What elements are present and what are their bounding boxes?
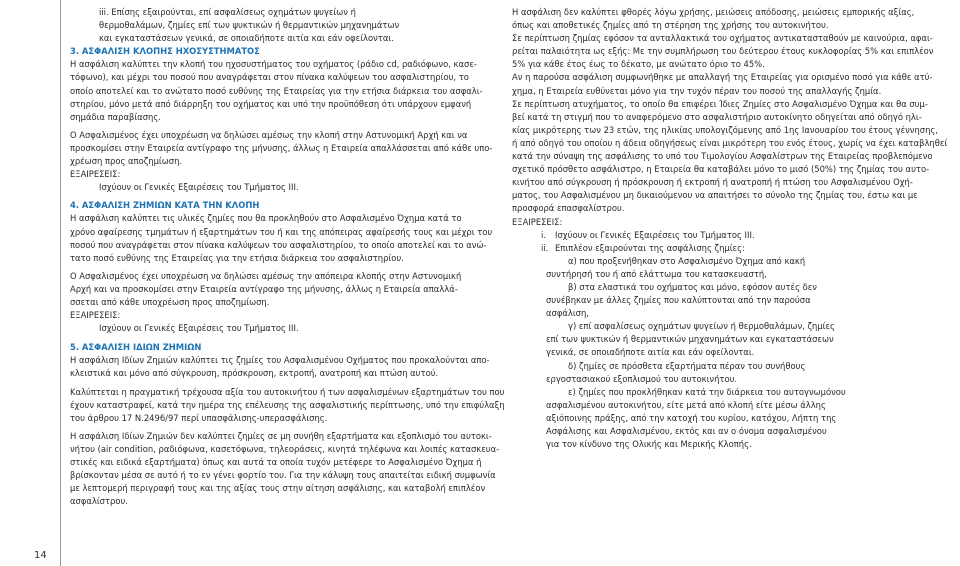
section-3-exclusions-text: Ισχύουν οι Γενικές Εξαιρέσεις του Τμήματος ΙΙΙ. [99,182,299,193]
sub-item-e [512,386,952,451]
text-line: του άρθρου 17 Ν.2496/97 περί υπασφάλισης-υπερασφάλισης. [70,412,328,423]
text-line: εργοστασιακού εξοπλισμού του αυτοκινήτου. [546,373,738,384]
text-line: Η ασφάλιση Ιδίων Ζημιών δεν καλύπτει ζημίες σε μη συνήθη εξαρτήματα και εξοπλισμό του αυτοκι- [70,430,492,441]
text-line: Ο Ασφαλισμένος έχει υποχρέωση να δηλώσει αμέσως την κλοπή στην Αστυνομική Αρχή και να [70,129,468,140]
text-line: ματος, του Ασφαλισμένου μη δικαιούμενου να απαιτήσει το σύνολο της ζημίας του, έστω και με [512,190,918,201]
text-line: συνέβηκαν με άλλες ζημίες που καλύπτονται από την παρούσα [546,295,811,306]
text-line: 5% για κάθε έτος έως το δέκατο, με ανώτατο όριο το 45%. [512,59,765,70]
text-line: νήτου (air condition, ραδιόφωνα, κασετόφωνα, τηλεοράσεις, κινητά τηλέφωνα και λοιπές κατασκευα- [70,443,500,454]
text-line: προσφορά επασφαλίστρου. [512,203,625,214]
text-line: συντήρησή του ή από ελάττωμα του κατασκευαστή, [546,268,767,279]
text-line: Σε περίπτωση ατυχήματος, το οποίο θα επιφέρει Ίδιες Ζημίες στο Ασφαλισμένο Όχημα και θα συμ- [512,98,928,109]
text-line: Η ασφάλιση καλύπτει την κλοπή του ηχοσυστήματος του οχήματος (ράδιο cd, ραδιόφωνο, κασε- [70,59,477,70]
text-line: βρίσκονταν μέσα σε αυτό ή το εν γένει φορτίο του. Για την κάλυψη τους απαιτείται ειδική συμφωνία [70,470,496,481]
text-line: βεί κατά τη στιγμή που το αναφερόμενο στο ασφαλιστήριο αυτοκίνητο οδηγείται από οδηγό ηλι- [512,111,922,122]
section-4-paragraph-1 [70,212,493,264]
left-column [70,6,505,508]
sub-item-d [512,360,952,386]
text-line: δ) ζημίες σε πρόσθετα εξαρτήματα πέραν του συνήθους [568,360,806,371]
section-3-title: 3. ΑΣΦΑΛΙΣΗ ΚΛΟΠΗΣ ΗΧΟΣΥΣΤΗΜΑΤΟΣ [70,46,260,57]
item-text: Επιπλέον εξαιρούνται της ασφάλισης ζημίες: [555,242,745,253]
section-4-exclusions-label: ΕΞΑΙΡΕΣΕΙΣ: [70,310,121,321]
section-4-exclusions-text: Ισχύουν οι Γενικές Εξαιρέσεις του Τμήματος ΙΙΙ. [99,323,299,334]
sub-item-b [512,281,952,320]
section-4-title: 4. ΑΣΦΑΛΙΣΗ ΖΗΜΙΩΝ ΚΑΤΑ ΤΗΝ ΚΛΟΠΗ [70,200,260,211]
text-line: β) στα ελαστικά του οχήματος και μόνο, εφόσον αυτές δεν [568,281,817,292]
text-line: έχουν καταστραφεί, κατά την ημέρα της επέλευσης της ασφαλιστικής περίπτωσης, υπό την επιφύλαξη [70,399,505,410]
item-number: ii. [541,242,549,253]
section-3-paragraph-1 [70,58,490,123]
text-line: επί των ψυκτικών ή θερμαντικών μηχανημάτων και εγκαταστάσεων [546,334,834,345]
right-column [512,6,952,451]
text-line: ρείται παλαιότητα ως εξής: Με την συμπλήρωση του δεύτερου έτους κυκλοφορίας 5% και επιπλέον [512,46,934,57]
text-line: σσεται από κάθε υποχρέωση προς αποζημίωση. [70,296,270,307]
paragraph-4 [512,98,952,216]
text-line: χημα, η Εταιρεία ευθύνεται μόνο για την τυχόν πέραν του ποσού της απαλλαγής ζημία. [512,85,882,96]
section-3-paragraph-2 [70,129,493,168]
exclusions-label: ΕΞΑΙΡΕΣΕΙΣ: [512,216,563,227]
item-text: Ισχύουν οι Γενικές Εξαιρέσεις του Τμήματος ΙΙΙ. [555,229,755,240]
text-line: προσκομίσει στην Εταιρεία αντίγραφο της μήνυσης, άλλως η Εταιρεία απαλλάσσεται από κάθε υπο- [70,142,493,153]
section-5-paragraph-2 [70,386,505,425]
text-line: Ασφάλισης και Ασφαλισμένου, εκτός και αν ο όνομα ασφαλισμένου [546,426,827,436]
text-line: ασφαλισμένου αυτοκινήτου, είτε μετά από κλοπή είτε μέσω άλλης [546,399,826,410]
text-line: χρέωση προς αποζημίωση. [70,156,183,167]
text-line: γ) επί ασφαλίσεως οχημάτων ψυγείων ή θερμοθαλάμων, ζημίες [568,321,835,332]
text-line: κινήτου από σύγκρουση ή πρόσκρουση ή εκτροπή ή ανατροπή ή πτώση του Ασφαλισμένου Οχή- [512,177,913,188]
text-line: οποίο αποτελεί και το ανώτατο ποσό ευθύνης της Εταιρείας για την ετήσια διάρκεια του ασφαλι- [70,85,483,96]
text-line: iii. Επίσης εξαιρούνται, επί ασφαλίσεως οχημάτων ψυγείων ή [99,7,356,17]
text-line: Αν η παρούσα ασφάλιση συμφωνήθηκε με απαλλαγή της Εταιρείας για ορισμένο ποσό για κάθε ατύ- [512,72,933,83]
text-line: στηρίου, μόνο μετά από διάρρηξη του οχήματος και υπό την προϋπόθεση ότι υπάρχουν εμφανή [70,98,472,109]
exclusion-item-i [512,229,952,242]
paragraph-1 [512,6,952,32]
text-line: σχετικό πρόσθετο ασφάλιστρο, η Εταιρεία θα καταβάλει μόνο το μισό (50%) της ζημίας του αυτο- [512,164,930,175]
section-5-title: 5. ΑΣΦΑΛΙΣΗ ΙΔΙΩΝ ΖΗΜΙΩΝ [70,342,202,353]
text-line: ποσού που αναγράφεται στον πίνακα καλύψεων του ασφαλιστηρίου, το οποίο αποτελεί και το ανώ- [70,239,487,250]
text-line: Η ασφάλιση Ιδίων Ζημιών καλύπτει τις ζημίες του Ασφαλισμένου Οχήματος που προκαλούνται απο- [70,355,490,366]
item-iii [70,6,490,45]
text-line: σημάδια παραβίασης. [70,111,161,122]
text-line: στικές και ειδικά εξαρτήματα) όπως και αυτά τα οποία τυχόν μετέφερε το Ασφαλισμένο Όχημα ή [70,457,482,467]
exclusion-item-ii [512,242,952,255]
text-line: κίας μικρότερης των 23 ετών, της ηλικίας υπολογιζόμενης από 1ης Ιανουαρίου του έτους γέννησης, [512,124,938,135]
text-line: Η ασφάλιση καλύπτει τις υλικές ζημίες που θα προκληθούν στο Ασφαλισμένο Όχημα κατά το [70,213,462,224]
section-4-paragraph-2 [70,270,490,309]
text-line: ε) ζημίες που προκλήθηκαν κατά την διάρκεια του αυτογνωμόνου [568,386,846,397]
text-line: τόφωνο), και μέχρι του ποσού που αναγράφεται στον πίνακα καλύψεων του ασφαλιστηρίου, το [70,72,469,83]
text-line: Αρχή και να προσκομίσει στην Εταιρεία αντίγραφο της μήνυσης, άλλως η Εταιρεία απαλλά- [70,283,458,294]
text-line: τατο ποσό ευθύνης της Εταιρείας για την ετήσια διάρκεια του ασφαλιστηρίου. [70,252,404,263]
sub-item-a [512,255,952,281]
text-line: ασφαλίστρου. [70,496,128,507]
section-5-paragraph-1 [70,354,490,380]
page-number: 14 [34,550,47,561]
text-line: Η ασφάλιση δεν καλύπτει φθορές λόγω χρήσης, μειώσεις απόδοσης, μειώσεις εμπορικής αξίας, [512,7,915,17]
paragraph-2 [512,32,952,71]
text-line: κλειστικά και μόνο από σύγκρουση, πρόσκρουση, εκτροπή, ανατροπή και πτώση αυτού. [70,368,439,379]
paragraph-3 [512,71,952,97]
section-5-paragraph-3 [70,430,500,509]
section-3-exclusions-label: ΕΞΑΙΡΕΣΕΙΣ: [70,169,121,180]
text-line: θερμοθαλάμων, ζημίες επί των ψυκτικών ή θερμαντικών μηχανημάτων [99,20,400,31]
text-line: με λεπτομερή περιγραφή τους και της αξίας τους στην αίτηση ασφάλισης, και καταβολή επιπλέον [70,483,486,494]
text-line: γενικά, σε οποιαδήποτε αιτία και εάν οφείλονται. [546,347,755,358]
text-line: κατά την σύναψη της ασφάλισης το υπό του Τιμολογίου Ασφαλίστρων της Εταιρείας προβλεπόμενο [512,151,933,162]
text-line: και εγκαταστάσεων γενικά, σε οποιαδήποτε αιτία και εάν οφείλονται. [99,33,394,44]
text-line: όπως και αποθετικές ζημίες από τη στέρηση της χρήσης του αυτοκινήτου. [512,20,829,31]
text-line: για τον κίνδυνο της Ολικής και Μερικής Κλοπής. [546,439,752,450]
item-number: i. [541,229,546,240]
text-line: ή από οδηγό του οποίου η άδεια οδηγήσεως είναι μικρότερη του ενός έτους, χωρίς να έχει καταβληθεί [512,137,948,148]
sub-item-c [512,320,952,359]
text-line: χρόνο αφαίρεσης τμημάτων ή εξαρτημάτων του ή και της απόπειρας αφαίρεσής τους και μέχρι του [70,226,493,237]
text-line: ασφάλιση, [546,308,589,319]
text-line: Σε περίπτωση ζημίας εφόσον τα ανταλλακτικά του οχήματος αντικατασταθούν με καινούρια, αφαι- [512,33,933,44]
margin-rule [60,0,61,566]
text-line: Καλύπτεται η πραγματική τρέχουσα αξία του αυτοκινήτου ή των ασφαλισμένων εξαρτημάτων του που [70,386,505,397]
text-line: α) που προξενήθηκαν στο Ασφαλισμένο Όχημα από κακή [568,255,806,266]
text-line: αξιόποινης πράξης, από την κατοχή του κυρίου, κατόχου, Λήπτη της [546,412,837,423]
text-line: Ο Ασφαλισμένος έχει υποχρέωση να δηλώσει αμέσως την απόπειρα κλοπής στην Αστυνομική [70,270,462,281]
